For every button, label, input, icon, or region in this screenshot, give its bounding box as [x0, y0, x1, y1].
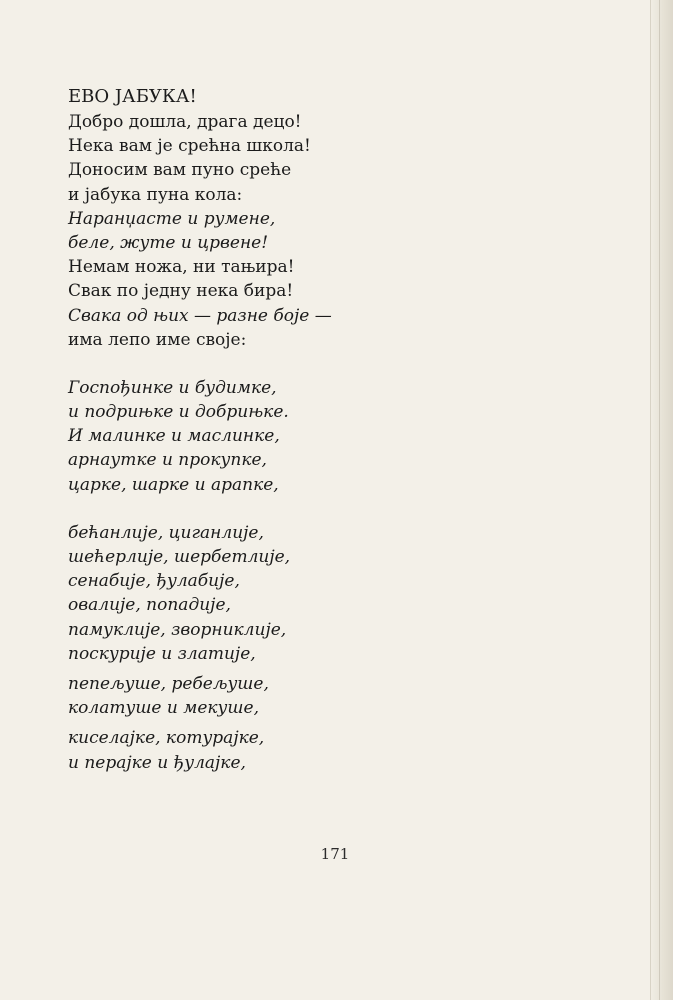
poem-line: шећерлије, шербетлије,	[68, 547, 291, 567]
stanza-break	[68, 497, 408, 521]
poem-line: и јабука пуна кола:	[68, 184, 243, 205]
poem-title: ЕВО ЈАБУКА!	[68, 86, 197, 107]
poem-line: бећанлије, циганлије,	[68, 522, 264, 543]
poem-line: царке, шарке и арапке,	[68, 474, 279, 495]
poem-line: арнаутке и прокупке,	[68, 450, 267, 471]
page-edge	[650, 0, 673, 1000]
poem-line: пепељуше, ребељуше,	[68, 673, 269, 694]
poem-line: Нека вам је срећна школа!	[68, 136, 311, 157]
poem-line: Наранџасте и румене,	[68, 208, 276, 229]
poem-line: Свак по једну нека бира!	[68, 281, 294, 302]
stanza-break	[68, 352, 408, 376]
poem-line: и перајке и ђулајке,	[68, 752, 246, 773]
poem-line: беле, жуте и црвене!	[68, 232, 269, 253]
page-number: 171	[320, 845, 350, 863]
poem-line: колатуше и мекуше,	[68, 698, 259, 719]
poem-line: и подрињке и добрињке.	[68, 402, 289, 423]
poem-line: Свака од њих — разне боје —	[68, 305, 332, 326]
poem-line: Доносим вам пуно среће	[68, 160, 292, 181]
poem-line: Немам ножа, ни тањира!	[68, 257, 295, 278]
poem-line: киселајке, котурајке,	[68, 728, 265, 749]
poem-text-block	[68, 84, 408, 775]
poem-line: овалије, попадије,	[68, 595, 231, 616]
poem-line: поскурије и златије,	[68, 643, 256, 664]
poem-line: има лепо име своје:	[68, 329, 247, 350]
poem-line: сенабије, ђулабије,	[68, 571, 240, 592]
poem-line: Госпођинке и будимке,	[68, 377, 277, 398]
poem-line: И малинке и маслинке,	[68, 426, 280, 447]
poem-line: памуклије, зворниклије,	[68, 619, 287, 640]
poem-line: Добро дошла, драга децо!	[68, 112, 302, 132]
